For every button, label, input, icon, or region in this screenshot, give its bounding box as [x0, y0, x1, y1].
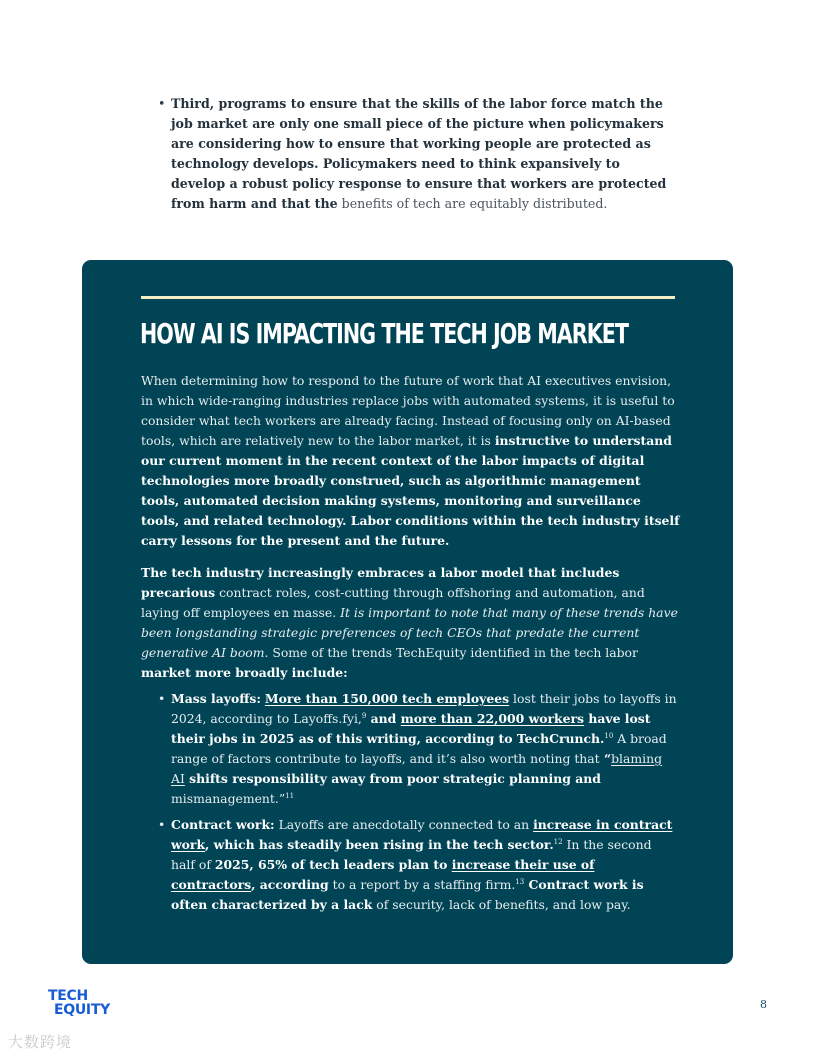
bullet-text-bold: , which has steadily been rising in the tech sector. [205, 837, 554, 852]
bullet-text: lost their jobs to layoffs in 2024, according to Layoffs.fyi, [171, 691, 677, 726]
bullet-dot: • [158, 817, 166, 832]
bullet-text-bold: “ [599, 751, 612, 766]
intro-text-end: benefits of tech are equitably distributed. [341, 196, 608, 211]
footnote-ref[interactable]: 10 [604, 731, 614, 740]
intro-bullet [158, 94, 678, 214]
footnote-ref[interactable]: 12 [553, 837, 563, 846]
panel-title: HOW AI IS IMPACTING THE TECH JOB MARKET [140, 317, 629, 350]
paragraph-1-bold: instructive to understand our current moment in the recent context of the labor impacts of digital technologies more broadly construed, such as algorithmic management tools, automated decision making systems, monitoring and surveillance tools, and related technology. Labor conditions within the tech industry itself carry lessons for the present and the future. [141, 433, 680, 548]
footnote-ref[interactable]: 13 [515, 877, 525, 886]
paragraph-2-bold-2: market more broadly include: [141, 665, 348, 680]
bullet-mass-layoffs [158, 689, 678, 809]
paragraph-2-italic: It is important to note that many of these trends have been longstanding strategic preferences of tech CEOs that predate the current generative AI boom. [141, 605, 678, 660]
paragraph-2-text: contract roles, cost-cutting through offshoring and automation, and laying off employees en masse. [141, 585, 645, 620]
paragraph-2-bold: The tech industry increasingly embraces a labor model that includes precarious [141, 565, 620, 600]
title-rule [141, 296, 675, 299]
logo-line-1: TECH [48, 988, 88, 1004]
bullet-lead: Mass layoffs: [171, 691, 261, 706]
footnote-ref[interactable]: 9 [361, 711, 367, 720]
bullet-text: In the second half of [171, 837, 652, 872]
bullet-text: mismanagement.” [171, 791, 286, 806]
bullet-text-bold: and [366, 711, 401, 726]
bullet-text-bold: 2025, 65% of tech leaders plan to [214, 857, 452, 872]
bullet-dot: • [158, 691, 166, 706]
bullet-contract-work [158, 815, 678, 915]
bullet-text-bold: shifts responsibility away from poor strategic planning and [184, 771, 601, 786]
techequity-logo [48, 989, 120, 1017]
watermark: 大数跨境 [8, 1033, 73, 1051]
bullet-text-bold: Contract work is often characterized by a lack [171, 877, 644, 912]
bullet-text: to a report by a staffing firm. [328, 877, 516, 892]
link-increase-use-of-contractors[interactable]: increase their use of contractors [171, 857, 595, 892]
page-number: 8 [760, 998, 767, 1011]
logo-line-2: EQUITY [54, 1002, 110, 1018]
bullet-lead: Contract work: [171, 817, 275, 832]
link-150000-tech-employees[interactable]: More than 150,000 tech employees [264, 691, 510, 706]
paragraph-1 [141, 371, 681, 551]
bullet-text: A broad range of factors contribute to layoffs, and it’s also worth noting that [171, 731, 667, 766]
callout-panel [82, 260, 733, 964]
paragraph-2-text-2: Some of the trends TechEquity identified in the tech labor [268, 645, 638, 660]
paragraph-1-text: When determining how to respond to the future of work that AI executives envision, in which wide-ranging industries replace jobs with automated systems, it is useful to consider what tech workers are already facing. Instead of focusing only on AI-based tools, which are relatively new to the labor market, it is [141, 373, 675, 448]
bullet-text: of security, lack of benefits, and low pay. [372, 897, 631, 912]
footnote-ref[interactable]: 11 [285, 791, 295, 800]
intro-text: Third, programs to ensure that the skills of the labor force match the job market are only one small piece of the picture when policymakers are considering how to ensure that working people are protected as technology develops. Policymakers need to think expansively to develop a robust policy response to ensure that workers are protected from harm and that the [171, 96, 667, 211]
bullet-text: Layoffs are anecdotally connected to an [274, 817, 534, 832]
bullet-text-bold: , according [251, 877, 329, 892]
link-22000-workers[interactable]: more than 22,000 workers [400, 711, 585, 726]
paragraph-2 [141, 563, 681, 683]
link-increase-in-contract-work[interactable]: increase in contract work [171, 817, 673, 852]
bullet-text-bold: have lost their jobs in 2025 as of this writing, according to TechCrunch. [171, 711, 651, 746]
link-blaming-ai[interactable]: blaming AI [171, 751, 663, 786]
bullet-dot: • [158, 96, 166, 111]
